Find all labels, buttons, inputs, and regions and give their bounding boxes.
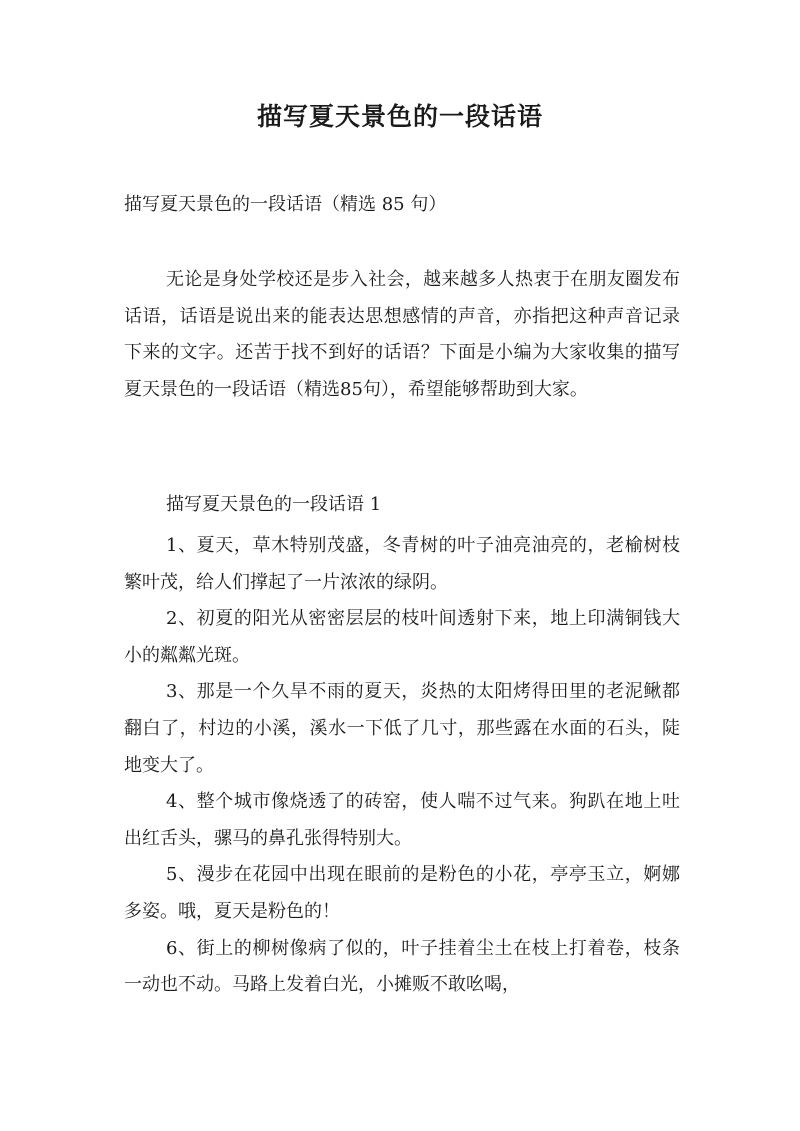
document-subtitle: 描写夏天景色的一段话语（精选 85 句）	[124, 194, 447, 215]
section-heading: 描写夏天景色的一段话语 1	[166, 494, 382, 515]
list-item: 4、整个城市像烧透了的砖窑，使人喘不过气来。狗趴在地上吐出红舌头，骡马的鼻孔张得特别大。	[124, 791, 680, 849]
list-item: 5、漫步在花园中出现在眼前的是粉色的小花，亭亭玉立，婀娜多姿。哦，夏天是粉色的！	[124, 864, 680, 922]
list-item: 6、街上的柳树像病了似的，叶子挂着尘土在枝上打着卷，枝条一动也不动。马路上发着白光，小摊贩不敢吆喝，	[124, 937, 680, 996]
list-item: 1、夏天，草木特别茂盛，冬青树的叶子油亮油亮的，老榆树枝繁叶茂，给人们撑起了一片浓浓的绿阴。	[124, 535, 680, 593]
sentence-list	[124, 528, 680, 1004]
intro-paragraph: 无论是身处学校还是步入社会，越来越多人热衷于在朋友圈发布话语，话语是说出来的能表达思想感情的声音，亦指把这种声音记录下来的文字。还苦于找不到好的话语？下面是小编为大家收集的描写夏天景色的一段话语（精选85句），希望能够帮助到大家。	[124, 269, 680, 400]
page-title: 描写夏天景色的一段话语	[256, 102, 543, 131]
list-item: 3、那是一个久旱不雨的夏天，炎热的太阳烤得田里的老泥鳅都翻白了，村边的小溪，溪水一下低了几寸，那些露在水面的石头，陡地变大了。	[124, 681, 680, 776]
list-item: 2、初夏的阳光从密密层层的枝叶间透射下来，地上印满铜钱大小的粼粼光斑。	[124, 608, 680, 666]
